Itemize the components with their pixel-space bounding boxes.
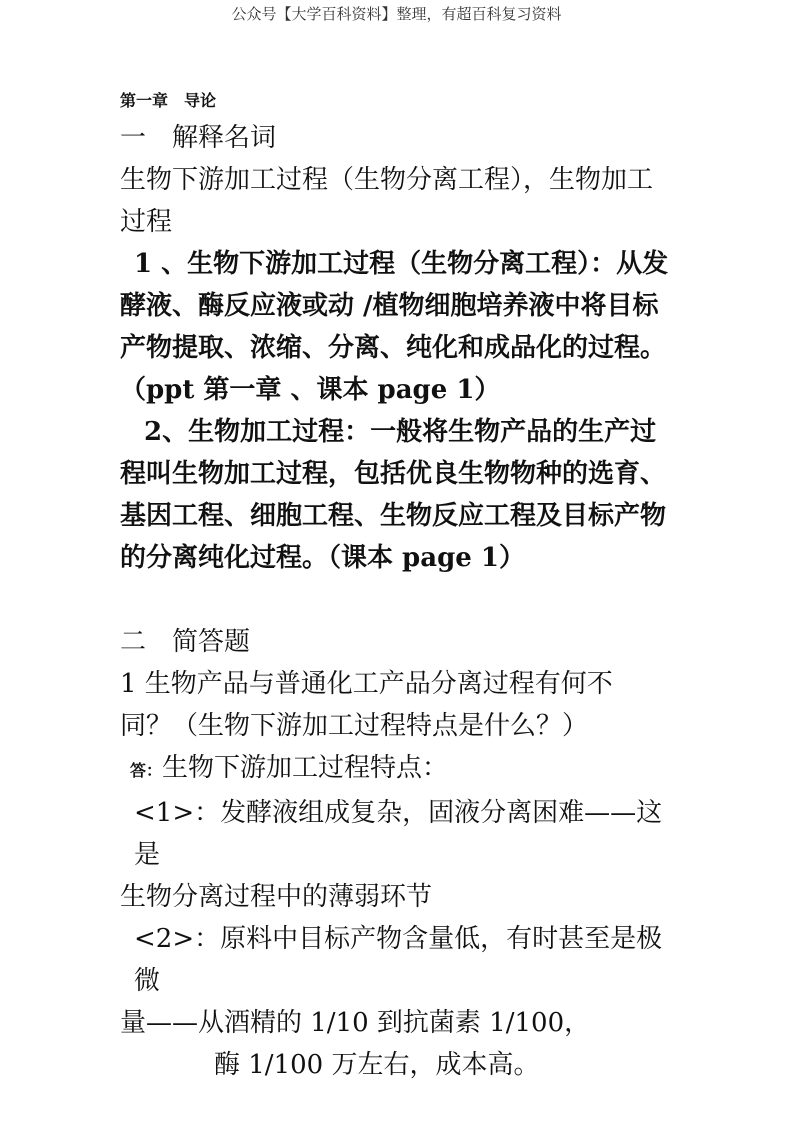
question-1-line: 1 生物产品与普通化工产品分离过程有何不 <box>120 669 613 699</box>
document-body <box>120 88 680 1086</box>
definition-2-line: 2、生物加工过程：一般将生物产品的生产过 <box>144 417 657 447</box>
definition-1-line: 产物提取、浓缩、分离、纯化和成品化的过程。 <box>120 333 667 363</box>
answer-point-2-line: 酶 1/100 万左右，成本高。 <box>214 1050 540 1080</box>
answer-point-1-line: 生物分离过程中的薄弱环节 <box>120 882 433 912</box>
answer-point-2-line: <2>：原料中目标产物含量低，有时甚至是极微 <box>134 924 663 996</box>
answer-line <box>120 747 680 792</box>
definition-1-line: 1 、生物下游加工过程（生物分离工程）：从发 <box>134 249 669 279</box>
definition-2-line: 的分离纯化过程。（课本 page 1） <box>120 543 525 573</box>
answer-point-2-line: 量——从酒精的 1/10 到抗菌素 1/100， <box>120 1008 591 1038</box>
answer-intro: 生物下游加工过程特点： <box>162 753 449 783</box>
definition-2-line: 基因工程、细胞工程、生物反应工程及目标产物 <box>120 501 667 531</box>
spacer <box>120 579 680 621</box>
definition-1-line: （ppt 第一章 、课本 page 1） <box>120 375 501 405</box>
section-title-short-answer: 二 简答题 <box>120 627 251 657</box>
definition-1-line: 酵液、酶反应液或动 /植物细胞培养液中将目标 <box>120 291 659 321</box>
answer-point-1-line: <1>：发酵液组成复杂，固液分离困难——这是 <box>134 798 663 870</box>
definition-2-line: 程叫生物加工过程，包括优良生物物种的选育、 <box>120 459 667 489</box>
answer-label: 答： <box>130 761 163 780</box>
question-1-line: 同？（生物下游加工过程特点是什么？） <box>120 711 589 741</box>
terms-heading-line: 过程 <box>120 207 173 237</box>
header-note: 公众号【大学百科资料】整理，有超百科复习资料 <box>231 5 562 23</box>
section-title-terms: 一 解释名词 <box>120 123 277 153</box>
terms-heading-line: 生物下游加工过程（生物分离工程），生物加工 <box>120 165 654 195</box>
chapter-title: 第一章 导论 <box>120 91 217 110</box>
